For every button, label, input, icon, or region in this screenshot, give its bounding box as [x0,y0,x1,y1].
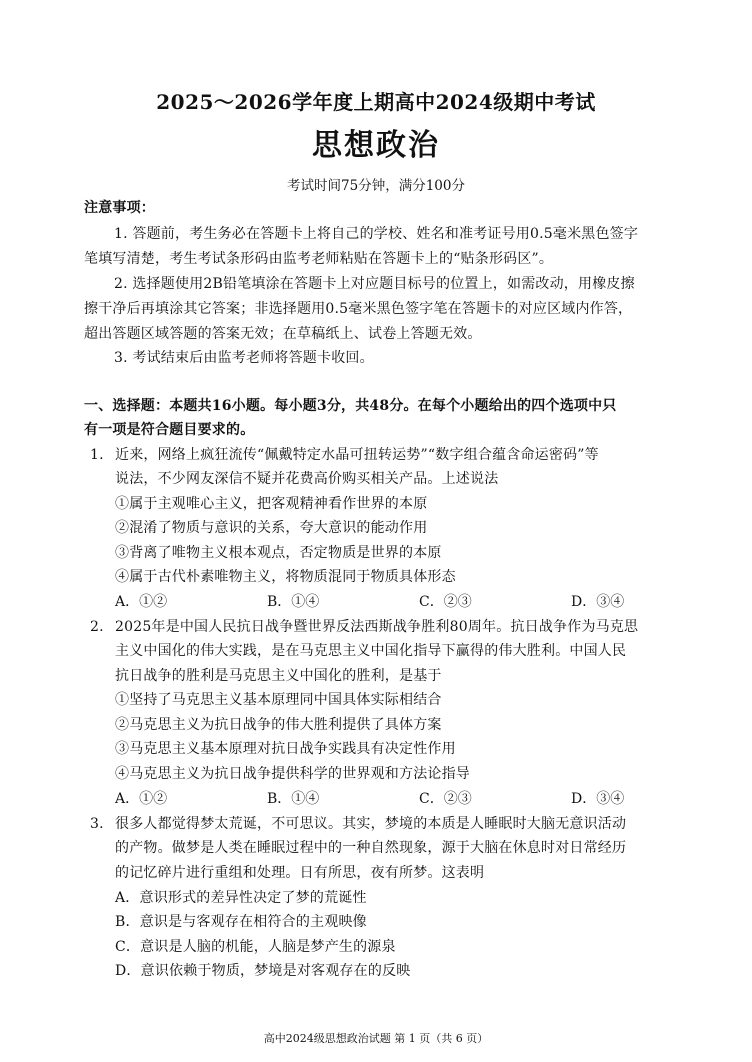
answer-choice-d: D．意识依赖于物质，梦境是对客观存在的反映 [115,963,411,979]
notice-line: 笔填写清楚，考生考试条形码由监考老师粘贴在答题卡上的“贴条形码区”。 [84,251,554,267]
question-item: ④属于古代朴素唯物主义，将物质混同于物质具体形态 [115,569,456,585]
answer-option-c: C．②③ [419,594,472,610]
question-item: ②马克思主义为抗日战争的伟大胜利提供了具体方案 [115,717,442,733]
subject-title: 思想政治 [312,128,440,163]
notice-line: 1. 答题前，考生务必在答题卡上将自己的学校、姓名和准考证号用0.5毫米黑色签字 [114,226,639,242]
answer-option-b: B．①④ [267,791,320,807]
question-stem: 抗日战争的胜利是马克思主义中国化的胜利，是基于 [115,668,442,684]
question-item: ④马克思主义为抗日战争提供科学的世界观和方法论指导 [115,766,470,782]
section-heading: 有一项是符合题目要求的。 [84,422,255,438]
question-item: ③背离了唯物主义根本观点，否定物质是世界的本原 [115,545,442,561]
notice-line: 3. 考试结束后由监考老师将答题卡收回。 [114,350,374,366]
notice-line: 擦干净后再填涂其它答案；非选择题用0.5毫米黑色签字笔在答题卡的对应区域内作答， [84,301,633,317]
answer-choice-b: B．意识是与客观存在相符合的主观映像 [115,914,367,930]
question-stem: 2025年是中国人民抗日战争暨世界反法西斯战争胜利80周年。抗日战争作为马克思 [115,619,639,635]
question-item: ②混淆了物质与意识的关系，夸大意识的能动作用 [115,520,428,536]
answer-choice-a: A．意识形式的差异性决定了梦的荒诞性 [115,890,367,906]
question-item: ③马克思主义基本原理对抗日战争实践具有决定性作用 [115,741,456,757]
page-footer: 高中2024级思想政治试题 第 1 页（共 6 页） [263,1032,489,1045]
question-stem: 很多人都觉得梦太荒诞，不可思议。其实，梦境的本质是人睡眠时大脑无意识活动 [115,816,627,832]
section-heading: 一、选择题：本题共16小题。每小题3分，共48分。在每个小题给出的四个选项中只 [84,398,617,414]
answer-option-a: A．①② [115,791,168,807]
answer-choice-c: C．意识是人脑的机能，人脑是梦产生的源泉 [115,939,396,955]
exam-info: 考试时间75分钟，满分100分 [287,178,465,194]
question-stem: 的记忆碎片进行重组和处理。日有所思，夜有所梦。这表明 [115,865,485,881]
question-item: ①属于主观唯心主义，把客观精神看作世界的本原 [115,496,428,512]
notice-heading: 注意事项： [84,200,155,216]
notice-line: 超出答题区域答题的答案无效；在草稿纸上、试卷上答题无效。 [84,326,482,342]
question-number: 1. [90,447,104,463]
question-stem: 主义中国化的伟大实践，是在马克思主义中国化指导下赢得的伟大胜利。中国人民 [115,643,627,659]
answer-option-d: D．③④ [571,594,625,610]
question-stem: 近来，网络上疯狂流传“佩戴特定水晶可扭转运势”“数字组合蕴含命运密码”等 [115,447,599,463]
notice-line: 2. 选择题使用2B铅笔填涂在答题卡上对应题目标号的位置上，如需改动，用橡皮擦 [114,276,635,292]
answer-option-a: A．①② [115,594,168,610]
answer-option-b: B．①④ [267,594,320,610]
question-stem: 说法，不少网友深信不疑并花费高价购买相关产品。上述说法 [115,471,499,487]
answer-option-d: D．③④ [571,791,625,807]
question-stem: 的产物。做梦是人类在睡眠过程中的一种自然现象，源于大脑在休息时对日常经历 [115,840,627,856]
question-number: 3. [90,816,104,832]
answer-option-c: C．②③ [419,791,472,807]
exam-title: 2025～2026学年度上期高中2024级期中考试 [156,90,596,114]
question-item: ①坚持了马克思主义基本原理同中国具体实际相结合 [115,692,442,708]
question-number: 2. [90,619,104,635]
